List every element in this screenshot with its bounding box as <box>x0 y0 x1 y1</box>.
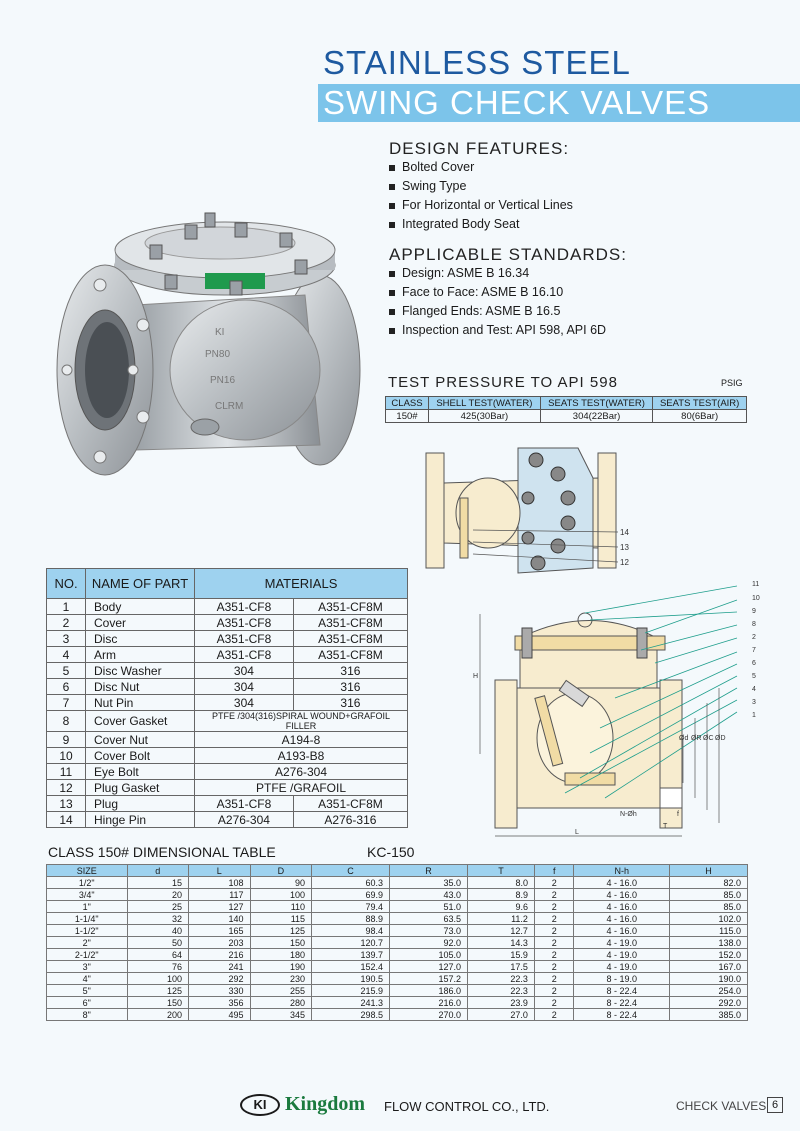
dim-row <box>47 901 748 913</box>
materials-cell: Cover Bolt <box>86 748 195 764</box>
tp-header-class: CLASS <box>386 397 429 410</box>
dim-cell: 152.4 <box>312 961 390 973</box>
dim-cell: 73.0 <box>390 925 468 937</box>
dim-f: f <box>677 811 679 818</box>
dim-cell: 88.9 <box>312 913 390 925</box>
standards-item: Face to Face: ASME B 16.10 <box>388 283 606 302</box>
materials-cell: Cover Gasket <box>86 711 195 732</box>
callout-2: 2 <box>752 634 756 641</box>
tp-header-shell: SHELL TEST(WATER) <box>429 397 541 410</box>
dim-cell: 150 <box>250 937 312 949</box>
dim-cell: 2 <box>534 877 574 889</box>
materials-cell: 12 <box>47 780 86 796</box>
callout-10: 10 <box>752 595 760 602</box>
valve-photo <box>55 195 370 495</box>
materials-cell: Eye Bolt <box>86 764 195 780</box>
dim-cell: 115.0 <box>669 925 747 937</box>
materials-cell: 9 <box>47 732 86 748</box>
design-item: For Horizontal or Vertical Lines <box>388 196 573 215</box>
dim-cell: 345 <box>250 1009 312 1021</box>
photo-mark-2: PN80 <box>205 349 231 360</box>
dim-cell: 216.0 <box>390 997 468 1009</box>
tp-header-seats-water: SEATS TEST(WATER) <box>540 397 653 410</box>
dim-cell: 20 <box>127 889 189 901</box>
tp-cell: 80(6Bar) <box>653 410 747 423</box>
materials-row <box>47 812 408 828</box>
dim-cell: 4 - 16.0 <box>574 877 670 889</box>
dim-cell: 6" <box>47 997 128 1009</box>
mat-header-no: NO. <box>47 569 86 599</box>
dim-H: H <box>473 673 479 680</box>
dim-T: T <box>663 823 668 830</box>
materials-cell: A194-8 <box>195 732 408 748</box>
materials-cell: A351-CF8M <box>293 615 407 631</box>
dim-cell: 92.0 <box>390 937 468 949</box>
materials-row <box>47 679 408 695</box>
materials-cell: A351-CF8 <box>195 647 294 663</box>
mat-header-materials: MATERIALS <box>195 569 408 599</box>
dim-cell: 5" <box>47 985 128 997</box>
materials-cell: A351-CF8M <box>293 647 407 663</box>
materials-cell: A276-304 <box>195 812 294 828</box>
dim-row <box>47 877 748 889</box>
materials-cell: 8 <box>47 711 86 732</box>
dim-cell: 1" <box>47 901 128 913</box>
dim-header: T <box>467 865 534 877</box>
dim-cell: 14.3 <box>467 937 534 949</box>
dim-cell: 50 <box>127 937 189 949</box>
dim-cell: 90 <box>250 877 312 889</box>
dim-cell: 35.0 <box>390 877 468 889</box>
callout-14: 14 <box>620 528 629 537</box>
dim-header: R <box>390 865 468 877</box>
company-logo: KI <box>240 1094 280 1116</box>
dim-cell: 60.3 <box>312 877 390 889</box>
dim-cell: 22.3 <box>467 985 534 997</box>
dim-header: SIZE <box>47 865 128 877</box>
dim-cell: 127.0 <box>390 961 468 973</box>
dim-cell: 4" <box>47 973 128 985</box>
materials-row <box>47 711 408 732</box>
small-section-drawing <box>418 438 648 583</box>
callout-11: 11 <box>752 581 760 588</box>
dim-cell: 85.0 <box>669 901 747 913</box>
dim-cell: 22.3 <box>467 973 534 985</box>
dim-cell: 215.9 <box>312 985 390 997</box>
standards-item: Flanged Ends: ASME B 16.5 <box>388 302 606 321</box>
materials-cell: 304 <box>195 663 294 679</box>
callout-7: 7 <box>752 647 756 654</box>
design-item: Bolted Cover <box>388 158 573 177</box>
dim-cell: 43.0 <box>390 889 468 901</box>
materials-cell: 304 <box>195 679 294 695</box>
materials-cell: 316 <box>293 695 407 711</box>
dim-L: L <box>575 829 579 836</box>
materials-cell: Cover Nut <box>86 732 195 748</box>
materials-cell: PTFE /GRAFOIL <box>195 780 408 796</box>
dim-cell: 79.4 <box>312 901 390 913</box>
materials-row <box>47 796 408 812</box>
dim-Nh: N-Øh <box>620 811 637 818</box>
dim-cell: 11.2 <box>467 913 534 925</box>
materials-cell: 10 <box>47 748 86 764</box>
standards-item: Inspection and Test: API 598, API 6D <box>388 321 606 340</box>
dim-cell: 3/4" <box>47 889 128 901</box>
materials-cell: Plug <box>86 796 195 812</box>
dim-row <box>47 961 748 973</box>
dim-header: D <box>250 865 312 877</box>
dim-cell: 140 <box>189 913 251 925</box>
dim-header: N-h <box>574 865 670 877</box>
dim-cell: 8 - 22.4 <box>574 985 670 997</box>
dim-cell: 1/2" <box>47 877 128 889</box>
dim-cell: 2 <box>534 1009 574 1021</box>
dim-cell: 4 - 16.0 <box>574 913 670 925</box>
materials-cell: A351-CF8M <box>293 599 407 615</box>
title-line-2: SWING CHECK VALVES <box>323 84 711 121</box>
dim-cell: 2 <box>534 973 574 985</box>
dim-cell: 125 <box>127 985 189 997</box>
dim-cell: 254.0 <box>669 985 747 997</box>
dim-cell: 1-1/2" <box>47 925 128 937</box>
materials-cell: Hinge Pin <box>86 812 195 828</box>
dim-cell: 150 <box>127 997 189 1009</box>
materials-cell: 4 <box>47 647 86 663</box>
dim-cell: 385.0 <box>669 1009 747 1021</box>
dim-row <box>47 949 748 961</box>
dim-cell: 15 <box>127 877 189 889</box>
materials-cell: 1 <box>47 599 86 615</box>
dim-cell: 292.0 <box>669 997 747 1009</box>
callout-5: 5 <box>752 673 756 680</box>
company-name: FLOW CONTROL CO., LTD. <box>384 1099 550 1114</box>
materials-cell: Disc Washer <box>86 663 195 679</box>
dim-row <box>47 985 748 997</box>
dim-cell: 8 - 19.0 <box>574 973 670 985</box>
dim-cell: 200 <box>127 1009 189 1021</box>
materials-cell: Arm <box>86 647 195 663</box>
dim-cell: 12.7 <box>467 925 534 937</box>
callout-12: 12 <box>620 558 629 567</box>
dim-header: d <box>127 865 189 877</box>
materials-cell: A276-304 <box>195 764 408 780</box>
dim-cell: 2" <box>47 937 128 949</box>
dim-cell: 241.3 <box>312 997 390 1009</box>
dim-cell: 190 <box>250 961 312 973</box>
test-pressure-heading: TEST PRESSURE TO API 598 <box>388 374 618 391</box>
materials-row <box>47 764 408 780</box>
dim-row <box>47 1009 748 1021</box>
materials-cell: 13 <box>47 796 86 812</box>
dim-cell: 203 <box>189 937 251 949</box>
callout-9: 9 <box>752 608 756 615</box>
dim-cell: 2 <box>534 901 574 913</box>
dim-cell: 2 <box>534 937 574 949</box>
dim-cell: 8.0 <box>467 877 534 889</box>
dim-cell: 298.5 <box>312 1009 390 1021</box>
dim-cell: 32 <box>127 913 189 925</box>
dim-cell: 8 - 22.4 <box>574 997 670 1009</box>
standards-item: Design: ASME B 16.34 <box>388 264 606 283</box>
materials-cell: Plug Gasket <box>86 780 195 796</box>
dim-cell: 2 <box>534 949 574 961</box>
dim-cell: 230 <box>250 973 312 985</box>
materials-cell: A351-CF8 <box>195 599 294 615</box>
materials-cell: A193-B8 <box>195 748 408 764</box>
dim-cell: 2-1/2" <box>47 949 128 961</box>
callout-13: 13 <box>620 543 629 552</box>
dim-d: Ød <box>679 735 689 742</box>
main-section-drawing <box>465 578 765 843</box>
test-pressure-table <box>385 396 747 423</box>
dim-cell: 3" <box>47 961 128 973</box>
dim-cell: 190.0 <box>669 973 747 985</box>
dim-cell: 2 <box>534 889 574 901</box>
section-label: CHECK VALVES <box>676 1099 767 1113</box>
callout-3: 3 <box>752 699 756 706</box>
page-number: 6 <box>767 1097 783 1113</box>
dim-cell: 76 <box>127 961 189 973</box>
mat-header-name: NAME OF PART <box>86 569 195 599</box>
dim-cell: 127 <box>189 901 251 913</box>
dim-cell: 64 <box>127 949 189 961</box>
dim-row <box>47 889 748 901</box>
dim-cell: 180 <box>250 949 312 961</box>
dim-cell: 157.2 <box>390 973 468 985</box>
materials-cell: 304 <box>195 695 294 711</box>
dim-row <box>47 973 748 985</box>
dim-row <box>47 913 748 925</box>
dim-cell: 292 <box>189 973 251 985</box>
dim-cell: 102.0 <box>669 913 747 925</box>
materials-cell: 6 <box>47 679 86 695</box>
dim-cell: 1-1/4" <box>47 913 128 925</box>
dim-header: f <box>534 865 574 877</box>
materials-cell: Cover <box>86 615 195 631</box>
dim-cell: 2 <box>534 997 574 1009</box>
materials-row <box>47 615 408 631</box>
materials-cell: A351-CF8M <box>293 631 407 647</box>
dim-cell: 190.5 <box>312 973 390 985</box>
dim-cell: 51.0 <box>390 901 468 913</box>
photo-mark-4: CLRM <box>215 401 244 412</box>
materials-cell: A351-CF8 <box>195 631 294 647</box>
dim-cell: 216 <box>189 949 251 961</box>
dim-cell: 330 <box>189 985 251 997</box>
design-item: Integrated Body Seat <box>388 215 573 234</box>
materials-cell: A276-316 <box>293 812 407 828</box>
dim-cell: 4 - 19.0 <box>574 949 670 961</box>
dimensional-model: KC-150 <box>367 844 415 860</box>
dim-cell: 9.6 <box>467 901 534 913</box>
materials-cell: 11 <box>47 764 86 780</box>
dim-cell: 100 <box>127 973 189 985</box>
tp-header-seats-air: SEATS TEST(AIR) <box>653 397 747 410</box>
materials-row <box>47 695 408 711</box>
dim-cell: 85.0 <box>669 889 747 901</box>
dim-cell: 138.0 <box>669 937 747 949</box>
dim-cell: 255 <box>250 985 312 997</box>
design-item: Swing Type <box>388 177 573 196</box>
dim-cell: 117 <box>189 889 251 901</box>
standards-heading: APPLICABLE STANDARDS: <box>389 245 627 264</box>
dim-cell: 69.9 <box>312 889 390 901</box>
callout-8: 8 <box>752 621 756 628</box>
callout-1: 1 <box>752 712 756 719</box>
dim-cell: 115 <box>250 913 312 925</box>
tp-cell: 425(30Bar) <box>429 410 541 423</box>
dimensional-heading: CLASS 150# DIMENSIONAL TABLE <box>48 844 276 860</box>
dim-cell: 167.0 <box>669 961 747 973</box>
photo-mark-3: PN16 <box>210 375 236 386</box>
materials-cell: 316 <box>293 663 407 679</box>
callout-6: 6 <box>752 660 756 667</box>
dim-header: L <box>189 865 251 877</box>
materials-cell: PTFE /304(316)SPIRAL WOUND+GRAFOIL FILLER <box>195 711 408 732</box>
dimensional-table <box>46 864 748 1021</box>
materials-cell: 316 <box>293 679 407 695</box>
dim-cell: 23.9 <box>467 997 534 1009</box>
test-pressure-unit: PSIG <box>721 378 743 388</box>
dim-cell: 4 - 16.0 <box>574 925 670 937</box>
dim-cell: 17.5 <box>467 961 534 973</box>
materials-row <box>47 663 408 679</box>
materials-cell: Nut Pin <box>86 695 195 711</box>
materials-cell: A351-CF8M <box>293 796 407 812</box>
dim-R: ØR <box>691 735 702 742</box>
dim-cell: 165 <box>189 925 251 937</box>
callout-4: 4 <box>752 686 756 693</box>
dim-cell: 82.0 <box>669 877 747 889</box>
dim-C: ØC <box>703 735 714 742</box>
brand-name: Kingdom <box>285 1093 366 1115</box>
dim-cell: 2 <box>534 925 574 937</box>
materials-cell: Disc <box>86 631 195 647</box>
materials-cell: A351-CF8 <box>195 796 294 812</box>
dim-cell: 27.0 <box>467 1009 534 1021</box>
materials-cell: 3 <box>47 631 86 647</box>
dim-cell: 25 <box>127 901 189 913</box>
materials-row <box>47 647 408 663</box>
dim-cell: 186.0 <box>390 985 468 997</box>
dim-cell: 40 <box>127 925 189 937</box>
dim-cell: 105.0 <box>390 949 468 961</box>
dim-cell: 4 - 16.0 <box>574 889 670 901</box>
dim-cell: 4 - 16.0 <box>574 901 670 913</box>
tp-cell: 304(22Bar) <box>540 410 653 423</box>
design-features-list <box>388 158 573 234</box>
dim-cell: 8.9 <box>467 889 534 901</box>
materials-row <box>47 780 408 796</box>
materials-cell: A351-CF8 <box>195 615 294 631</box>
dim-cell: 356 <box>189 997 251 1009</box>
dim-cell: 280 <box>250 997 312 1009</box>
dim-cell: 139.7 <box>312 949 390 961</box>
materials-cell: Disc Nut <box>86 679 195 695</box>
dim-cell: 4 - 19.0 <box>574 961 670 973</box>
materials-table <box>46 568 408 828</box>
dim-cell: 125 <box>250 925 312 937</box>
dim-cell: 2 <box>534 961 574 973</box>
materials-row <box>47 748 408 764</box>
dim-cell: 110 <box>250 901 312 913</box>
dim-cell: 8" <box>47 1009 128 1021</box>
materials-row <box>47 732 408 748</box>
materials-row <box>47 599 408 615</box>
materials-cell: 14 <box>47 812 86 828</box>
photo-mark-1: KI <box>215 327 225 338</box>
dim-row <box>47 997 748 1009</box>
dim-cell: 120.7 <box>312 937 390 949</box>
dim-cell: 8 - 22.4 <box>574 1009 670 1021</box>
dim-row <box>47 937 748 949</box>
dim-cell: 108 <box>189 877 251 889</box>
dim-cell: 100 <box>250 889 312 901</box>
tp-cell: 150# <box>386 410 429 423</box>
dim-cell: 152.0 <box>669 949 747 961</box>
dim-cell: 98.4 <box>312 925 390 937</box>
dim-cell: 2 <box>534 913 574 925</box>
materials-cell: 7 <box>47 695 86 711</box>
dim-cell: 63.5 <box>390 913 468 925</box>
dim-cell: 241 <box>189 961 251 973</box>
dim-cell: 15.9 <box>467 949 534 961</box>
dim-cell: 2 <box>534 985 574 997</box>
dim-cell: 270.0 <box>390 1009 468 1021</box>
dim-D: ØD <box>715 735 726 742</box>
materials-row <box>47 631 408 647</box>
dim-cell: 4 - 19.0 <box>574 937 670 949</box>
materials-cell: 5 <box>47 663 86 679</box>
dim-header: H <box>669 865 747 877</box>
design-features-heading: DESIGN FEATURES: <box>389 139 570 158</box>
dim-header: C <box>312 865 390 877</box>
dim-cell: 495 <box>189 1009 251 1021</box>
title-line-1: STAINLESS STEEL <box>323 44 631 81</box>
dim-row <box>47 925 748 937</box>
materials-cell: 2 <box>47 615 86 631</box>
standards-list <box>388 264 606 340</box>
materials-cell: Body <box>86 599 195 615</box>
